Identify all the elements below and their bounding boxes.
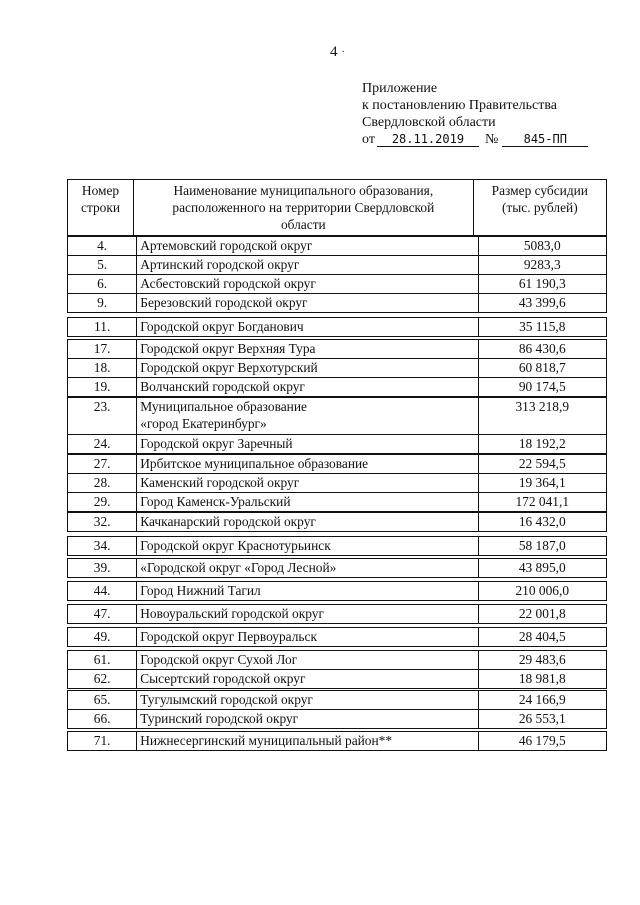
row-number: 9. <box>68 294 137 313</box>
municipality-name <box>137 691 478 710</box>
table-row <box>68 340 607 359</box>
appendix-line-3: Свердловской области <box>362 115 496 130</box>
table-row <box>68 605 607 624</box>
subsidy-amount: 22 001,8 <box>478 605 606 624</box>
table-row <box>68 628 607 647</box>
row-group <box>67 293 607 313</box>
row-number: 29. <box>68 493 137 512</box>
municipality-name-line: Артинский городской округ <box>140 257 300 272</box>
row-group <box>67 512 607 532</box>
table-row <box>68 670 607 689</box>
subsidy-amount: 19 364,1 <box>478 474 606 493</box>
row-number: 65. <box>68 691 137 710</box>
row-number: 34. <box>68 537 137 556</box>
subsidy-amount: 28 404,5 <box>478 628 606 647</box>
municipality-name-line: Город Нижний Тагил <box>140 583 261 598</box>
subsidy-amount: 9283,3 <box>478 256 606 275</box>
municipality-name-line: Сысертский городской округ <box>140 671 306 686</box>
row-number: 6. <box>68 275 137 294</box>
appendix-line-2: к постановлению Правительства <box>362 98 558 113</box>
municipality-name-line: Городской округ Сухой Лог <box>140 652 298 667</box>
row-group <box>67 339 607 397</box>
municipality-name <box>137 582 478 601</box>
municipality-name-line: Каменский городской округ <box>140 475 300 490</box>
subsidy-amount: 29 483,6 <box>478 651 606 670</box>
municipality-name-line: Городской округ Заречный <box>140 436 293 451</box>
row-number: 47. <box>68 605 137 624</box>
subsidy-amount: 18 981,8 <box>478 670 606 689</box>
header-subsidy: Размер субсидии (тыс. рублей) <box>473 180 606 236</box>
table-row <box>68 256 607 275</box>
row-group <box>67 690 607 729</box>
table-row <box>68 559 607 578</box>
municipality-name-line: Качканарский городской округ <box>140 514 316 529</box>
row-number: 27. <box>68 455 137 474</box>
municipality-name <box>137 435 478 454</box>
row-number: 44. <box>68 582 137 601</box>
municipality-name <box>137 493 478 512</box>
municipality-name <box>137 732 478 751</box>
municipality-name-line: Новоуральский городской округ <box>140 606 324 621</box>
municipality-name-line: Тугулымский городской округ <box>140 692 313 707</box>
municipality-name-line: Березовский городской округ <box>140 295 308 310</box>
row-number: 18. <box>68 359 137 378</box>
row-group <box>67 397 607 454</box>
number-symbol: № <box>484 132 499 147</box>
municipality-name <box>137 710 478 729</box>
municipality-name <box>137 513 478 532</box>
decree-number: 845-ПП <box>502 133 588 147</box>
municipality-name-line: Ирбитское муниципальное образование <box>140 456 369 471</box>
municipality-name <box>137 651 478 670</box>
municipality-name-line: Артемовский городской округ <box>140 238 313 253</box>
municipality-name <box>137 237 478 256</box>
table-row <box>68 455 607 474</box>
municipality-name <box>137 474 478 493</box>
municipality-name-line: Муниципальное образование <box>140 399 307 414</box>
subsidy-amount: 16 432,0 <box>478 513 606 532</box>
municipality-name <box>137 559 478 578</box>
municipality-name <box>137 537 478 556</box>
row-number: 4. <box>68 237 137 256</box>
table-row <box>68 359 607 378</box>
municipality-name-line: Городской округ Богданович <box>140 319 304 334</box>
subsidy-amount: 60 818,7 <box>478 359 606 378</box>
municipality-name <box>137 318 478 337</box>
table-row <box>68 435 607 454</box>
page-number-value: 4 <box>330 44 338 60</box>
municipality-name-line: Волчанский городской округ <box>140 379 305 394</box>
row-number: 28. <box>68 474 137 493</box>
row-number: 39. <box>68 559 137 578</box>
decree-date: 28.11.2019 <box>377 133 479 147</box>
table-row <box>68 237 607 256</box>
subsidy-amount: 172 041,1 <box>478 493 606 512</box>
table-row <box>68 275 607 294</box>
subsidy-amount: 5083,0 <box>478 237 606 256</box>
row-group <box>67 236 607 294</box>
row-group <box>67 731 607 751</box>
municipality-name-line: «город Екатеринбург» <box>140 416 267 431</box>
municipality-name-line: Туринский городской округ <box>140 711 299 726</box>
page-number <box>330 44 345 61</box>
subsidy-amount: 24 166,9 <box>478 691 606 710</box>
municipality-name-line: Городской округ Краснотурьинск <box>140 538 331 553</box>
table-row <box>68 474 607 493</box>
table-row <box>68 582 607 601</box>
row-number: 61. <box>68 651 137 670</box>
row-group <box>67 650 607 689</box>
municipality-name-line: Нижнесергинский муниципальный район** <box>140 733 393 748</box>
subsidy-amount: 86 430,6 <box>478 340 606 359</box>
from-label: от <box>362 132 375 147</box>
municipality-name <box>137 398 478 435</box>
municipality-name <box>137 256 478 275</box>
table-row <box>68 398 607 435</box>
row-number: 11. <box>68 318 137 337</box>
municipality-name-line: Городской округ Верхняя Тура <box>140 341 316 356</box>
subsidy-amount: 26 553,1 <box>478 710 606 729</box>
subsidy-amount: 210 006,0 <box>478 582 606 601</box>
table-row <box>68 710 607 729</box>
row-number: 49. <box>68 628 137 647</box>
subsidy-amount: 22 594,5 <box>478 455 606 474</box>
subsidy-amount: 313 218,9 <box>478 398 606 435</box>
municipality-name <box>137 605 478 624</box>
row-group <box>67 558 607 578</box>
table-row <box>68 318 607 337</box>
subsidy-amount: 43 399,6 <box>478 294 606 313</box>
table-row <box>68 537 607 556</box>
header-row-number: Номер строки <box>68 180 134 236</box>
table-header <box>67 179 607 236</box>
row-number: 23. <box>68 398 137 435</box>
page-number-mark: · <box>341 47 345 59</box>
appendix-reference <box>362 131 588 148</box>
table-row <box>68 294 607 313</box>
subsidy-amount: 46 179,5 <box>478 732 606 751</box>
municipality-name <box>137 275 478 294</box>
subsidy-amount: 43 895,0 <box>478 559 606 578</box>
row-number: 32. <box>68 513 137 532</box>
row-number: 66. <box>68 710 137 729</box>
row-number: 5. <box>68 256 137 275</box>
municipality-name <box>137 340 478 359</box>
municipality-name-line: Город Каменск-Уральский <box>140 494 291 509</box>
table-row <box>68 493 607 512</box>
header-row <box>68 180 607 236</box>
table-row <box>68 651 607 670</box>
municipality-name-line: Городской округ Верхотурский <box>140 360 318 375</box>
table-row <box>68 732 607 751</box>
table-row <box>68 378 607 397</box>
subsidy-amount: 18 192,2 <box>478 435 606 454</box>
municipality-name <box>137 455 478 474</box>
row-group <box>67 454 607 512</box>
municipality-name <box>137 359 478 378</box>
header-name: Наименование муниципального образования, расположенного на территории Свердловской области <box>134 180 474 236</box>
row-number: 62. <box>68 670 137 689</box>
row-number: 71. <box>68 732 137 751</box>
subsidy-amount: 90 174,5 <box>478 378 606 397</box>
table-row <box>68 691 607 710</box>
table-row <box>68 513 607 532</box>
subsidy-amount: 35 115,8 <box>478 318 606 337</box>
municipality-name-line: Городской округ Первоуральск <box>140 629 317 644</box>
municipality-name-line: «Городской округ «Город Лесной» <box>140 560 337 575</box>
appendix-block <box>362 80 588 148</box>
row-group <box>67 604 607 624</box>
subsidy-amount: 61 190,3 <box>478 275 606 294</box>
row-group <box>67 581 607 601</box>
municipality-name-line: Асбестовский городской округ <box>140 276 316 291</box>
row-number: 19. <box>68 378 137 397</box>
subsidy-amount: 58 187,0 <box>478 537 606 556</box>
row-group <box>67 536 607 556</box>
row-group <box>67 627 607 647</box>
row-group <box>67 317 607 337</box>
row-number: 17. <box>68 340 137 359</box>
appendix-title: Приложение <box>362 81 438 96</box>
municipality-name <box>137 670 478 689</box>
municipality-name <box>137 378 478 397</box>
municipality-name <box>137 628 478 647</box>
municipality-name <box>137 294 478 313</box>
row-number: 24. <box>68 435 137 454</box>
